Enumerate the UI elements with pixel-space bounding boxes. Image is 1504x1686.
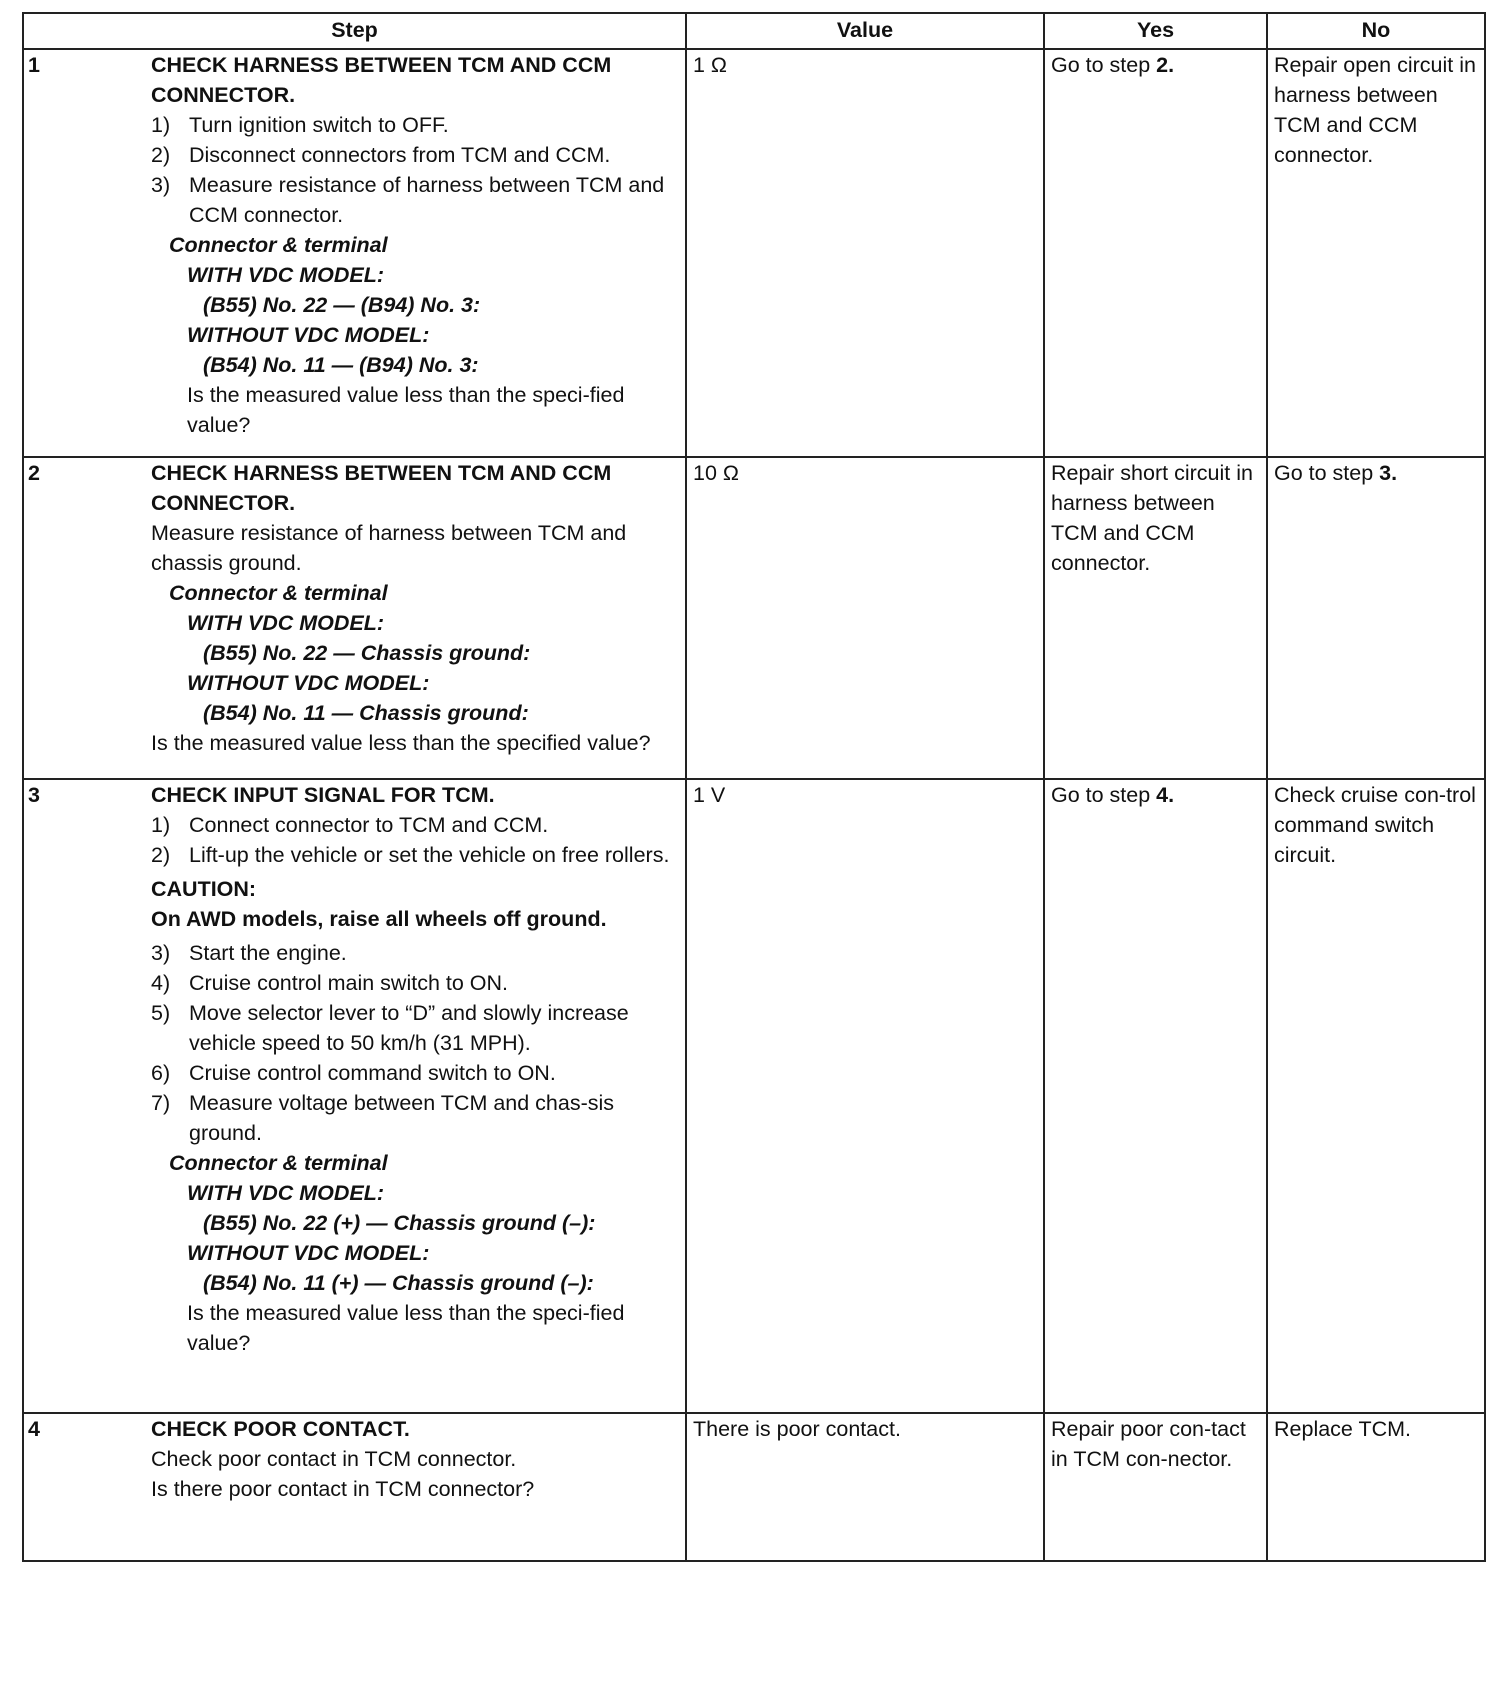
yes-cell: Go to step 2. [1044, 49, 1267, 457]
step-text: Measure resistance of harness between TCM and chassis ground. [151, 521, 627, 575]
with-vdc-label: WITH VDC MODEL: [187, 263, 385, 287]
procedure-list [151, 810, 679, 870]
caution-text: On AWD models, raise all wheels off ground. [151, 907, 607, 931]
value-cell: 1 Ω [686, 49, 1044, 457]
without-vdc-label: WITHOUT VDC MODEL: [187, 1241, 430, 1265]
header-value: Value [686, 13, 1044, 49]
value-cell: 1 V [686, 779, 1044, 1413]
step-link: 2. [1156, 53, 1175, 77]
step-number: 3 [23, 779, 145, 1413]
no-cell: Replace TCM. [1267, 1413, 1485, 1561]
list-item: 2) Disconnect connectors from TCM and CCM. [151, 143, 611, 167]
table-row [23, 779, 1485, 1413]
connector-terminal-heading: Connector & terminal [169, 233, 388, 257]
yes-cell: Repair poor con-tact in TCM con-nector. [1044, 1413, 1267, 1561]
step-number: 1 [23, 49, 145, 457]
list-item: 1) Turn ignition switch to OFF. [151, 113, 449, 137]
list-item: 2) Lift-up the vehicle or set the vehicle on free rollers. [151, 843, 670, 867]
with-vdc-pin: (B55) No. 22 — (B94) No. 3: [203, 293, 481, 317]
with-vdc-label: WITH VDC MODEL: [187, 611, 385, 635]
connector-terminal-heading: Connector & terminal [169, 1151, 388, 1175]
table-row [23, 457, 1485, 779]
caution-note [151, 874, 679, 934]
header-yes: Yes [1044, 13, 1267, 49]
step-content [145, 457, 686, 779]
step-question: Is the measured value less than the specified value? [151, 731, 651, 755]
with-vdc-pin: (B55) No. 22 — Chassis ground: [203, 641, 531, 665]
header-no: No [1267, 13, 1485, 49]
step-text: Check poor contact in TCM connector. [151, 1447, 517, 1471]
yes-cell: Repair short circuit in harness between TCM and CCM connector. [1044, 457, 1267, 779]
step-question: Is the measured value less than the speci-fied value? [187, 383, 625, 437]
step-question: Is there poor contact in TCM connector? [151, 1477, 535, 1501]
step-content [145, 49, 686, 457]
yes-cell: Go to step 4. [1044, 779, 1267, 1413]
step-title: CHECK INPUT SIGNAL FOR TCM. [151, 783, 495, 807]
without-vdc-pin: (B54) No. 11 — Chassis ground: [203, 701, 529, 725]
without-vdc-label: WITHOUT VDC MODEL: [187, 671, 430, 695]
list-item: 3) Start the engine. [151, 941, 347, 965]
procedure-list [151, 938, 679, 1148]
table-row [23, 49, 1485, 457]
procedure-list [151, 110, 679, 230]
step-title: CHECK HARNESS BETWEEN TCM AND CCM CONNECTOR. [151, 53, 612, 107]
no-cell: Go to step 3. [1267, 457, 1485, 779]
list-item: 5) Move selector lever to “D” and slowly increase vehicle speed to 50 km/h (31 MPH). [151, 1001, 629, 1055]
header-row [23, 13, 1485, 49]
list-item: 4) Cruise control main switch to ON. [151, 971, 509, 995]
without-vdc-pin: (B54) No. 11 (+) — Chassis ground (–): [203, 1271, 594, 1295]
table-row [23, 1413, 1485, 1561]
step-content [145, 779, 686, 1413]
diagnostic-table [22, 12, 1486, 1562]
without-vdc-label: WITHOUT VDC MODEL: [187, 323, 430, 347]
list-item: 3) Measure resistance of harness between TCM and CCM connector. [151, 173, 665, 227]
step-link: 3. [1379, 461, 1398, 485]
value-cell: 10 Ω [686, 457, 1044, 779]
list-item: 1) Connect connector to TCM and CCM. [151, 813, 549, 837]
step-number: 2 [23, 457, 145, 779]
with-vdc-label: WITH VDC MODEL: [187, 1181, 385, 1205]
connector-terminal-heading: Connector & terminal [169, 581, 388, 605]
without-vdc-pin: (B54) No. 11 — (B94) No. 3: [203, 353, 479, 377]
header-step: Step [23, 13, 686, 49]
caution-label: CAUTION: [151, 877, 257, 901]
step-title: CHECK POOR CONTACT. [151, 1417, 410, 1441]
step-link: 4. [1156, 783, 1175, 807]
step-content [145, 1413, 686, 1561]
step-question: Is the measured value less than the speci-fied value? [187, 1301, 625, 1355]
no-cell: Check cruise con-trol command switch circuit. [1267, 779, 1485, 1413]
step-title: CHECK HARNESS BETWEEN TCM AND CCM CONNECTOR. [151, 461, 612, 515]
list-item: 7) Measure voltage between TCM and chas-sis ground. [151, 1091, 615, 1145]
with-vdc-pin: (B55) No. 22 (+) — Chassis ground (–): [203, 1211, 596, 1235]
step-number: 4 [23, 1413, 145, 1561]
no-cell: Repair open circuit in harness between TCM and CCM connector. [1267, 49, 1485, 457]
value-cell: There is poor contact. [686, 1413, 1044, 1561]
list-item: 6) Cruise control command switch to ON. [151, 1061, 556, 1085]
